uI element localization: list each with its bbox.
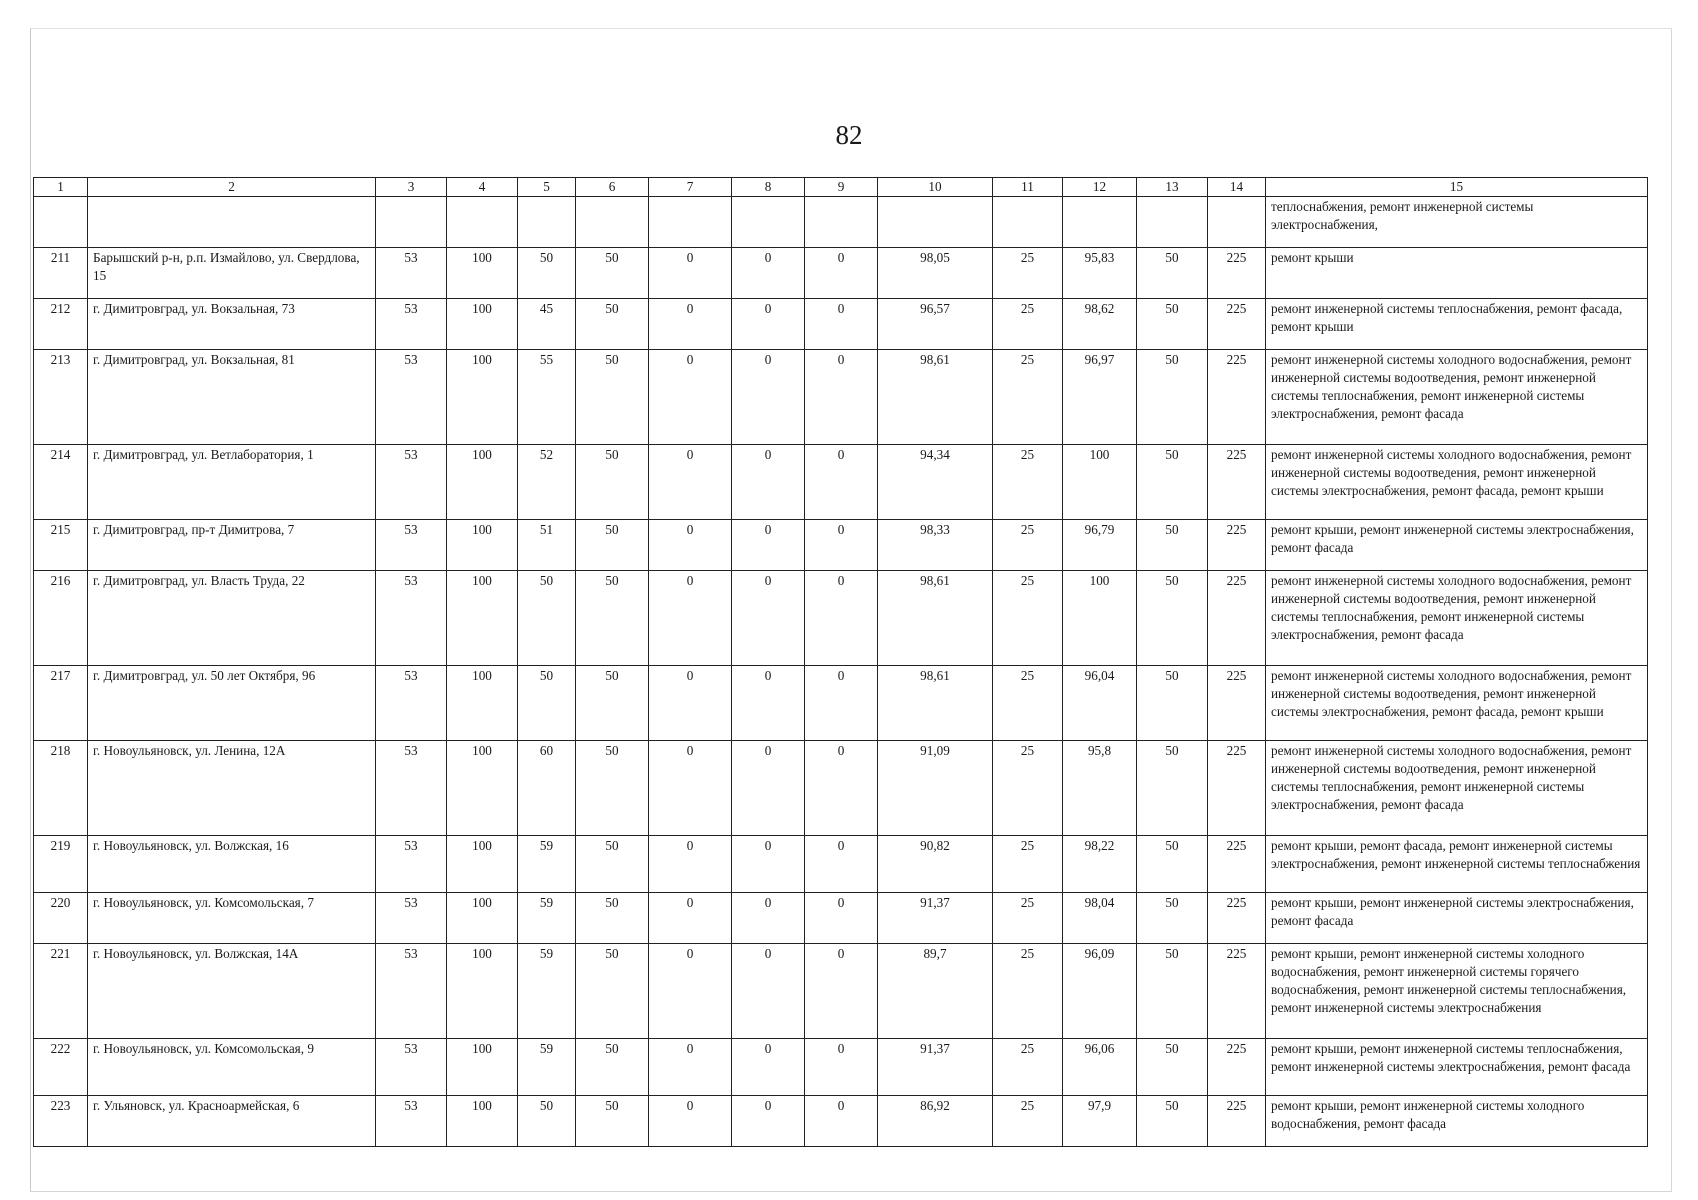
value-cell: 25	[993, 893, 1063, 944]
value-cell: 50	[1137, 836, 1208, 893]
value-cell: 0	[732, 836, 805, 893]
value-cell: 0	[649, 299, 732, 350]
value-cell: 50	[1137, 944, 1208, 1039]
column-header: 1	[34, 178, 88, 197]
value-cell: 100	[447, 741, 518, 836]
value-cell: 53	[376, 299, 447, 350]
value-cell: 50	[1137, 893, 1208, 944]
value-cell: 0	[732, 520, 805, 571]
table-row	[34, 445, 1648, 520]
value-cell: 225	[1208, 299, 1266, 350]
value-cell: 0	[732, 299, 805, 350]
value-cell: 50	[1137, 1039, 1208, 1096]
value-cell: 51	[518, 520, 576, 571]
value-cell: 0	[805, 944, 878, 1039]
works-cell: ремонт крыши, ремонт инженерной системы теплоснабжения, ремонт инженерной системы электроснабжения, ремонт фасада	[1266, 1039, 1648, 1096]
column-header-row	[34, 178, 1648, 197]
continuation-row	[34, 197, 1648, 248]
address-cell: г. Димитровград, пр-т Димитрова, 7	[88, 520, 376, 571]
value-cell: 98,61	[878, 571, 993, 666]
value-cell: 53	[376, 1096, 447, 1147]
value-cell: 25	[993, 666, 1063, 741]
value-cell: 50	[576, 571, 649, 666]
value-cell: 98,04	[1063, 893, 1137, 944]
value-cell: 0	[732, 944, 805, 1039]
value-cell: 225	[1208, 571, 1266, 666]
address-cell: г. Новоульяновск, ул. Волжская, 16	[88, 836, 376, 893]
value-cell: 0	[649, 893, 732, 944]
value-cell: 96,04	[1063, 666, 1137, 741]
value-cell: 95,8	[1063, 741, 1137, 836]
value-cell: 50	[576, 893, 649, 944]
value-cell: 0	[732, 1096, 805, 1147]
works-cell: ремонт инженерной системы холодного водоснабжения, ремонт инженерной системы водоотведения, ремонт инженерной системы теплоснабжения, ремонт инженерной системы электроснабжения, ремонт фасада	[1266, 741, 1648, 836]
value-cell: 0	[805, 350, 878, 445]
value-cell: 0	[805, 893, 878, 944]
value-cell: 53	[376, 893, 447, 944]
value-cell: 45	[518, 299, 576, 350]
column-header: 5	[518, 178, 576, 197]
value-cell: 0	[805, 666, 878, 741]
value-cell: 25	[993, 520, 1063, 571]
column-header: 8	[732, 178, 805, 197]
value-cell: 53	[376, 836, 447, 893]
value-cell: 53	[376, 944, 447, 1039]
value-cell: 53	[376, 350, 447, 445]
address-cell: г. Димитровград, ул. Ветлаборатория, 1	[88, 445, 376, 520]
value-cell: 0	[649, 666, 732, 741]
value-cell: 0	[732, 571, 805, 666]
value-cell: 96,57	[878, 299, 993, 350]
value-cell: 53	[376, 741, 447, 836]
value-cell: 0	[649, 445, 732, 520]
value-cell: 91,09	[878, 741, 993, 836]
value-cell: 0	[805, 299, 878, 350]
value-cell: 100	[447, 666, 518, 741]
table-row	[34, 1039, 1648, 1096]
value-cell: 225	[1208, 944, 1266, 1039]
value-cell: 25	[993, 571, 1063, 666]
value-cell: 96,97	[1063, 350, 1137, 445]
value-cell: 97,9	[1063, 1096, 1137, 1147]
value-cell: 98,05	[878, 248, 993, 299]
value-cell: 0	[805, 520, 878, 571]
value-cell: 0	[649, 1039, 732, 1096]
address-cell: г. Димитровград, ул. 50 лет Октября, 96	[88, 666, 376, 741]
value-cell: 100	[447, 248, 518, 299]
value-cell: 0	[805, 445, 878, 520]
page-number: 82	[835, 120, 863, 150]
value-cell: 25	[993, 248, 1063, 299]
row-number: 223	[34, 1096, 88, 1147]
works-cell: ремонт крыши, ремонт фасада, ремонт инженерной системы электроснабжения, ремонт инженерной системы теплоснабжения	[1266, 836, 1648, 893]
data-table	[33, 177, 1648, 1147]
value-cell: 100	[447, 1096, 518, 1147]
row-number: 213	[34, 350, 88, 445]
value-cell: 91,37	[878, 893, 993, 944]
row-number: 214	[34, 445, 88, 520]
address-cell: г. Димитровград, ул. Вокзальная, 81	[88, 350, 376, 445]
value-cell: 50	[576, 248, 649, 299]
works-cell: теплоснабжения, ремонт инженерной системы электроснабжения,	[1266, 197, 1648, 248]
value-cell: 96,06	[1063, 1039, 1137, 1096]
value-cell: 98,61	[878, 666, 993, 741]
value-cell: 100	[447, 836, 518, 893]
column-header: 14	[1208, 178, 1266, 197]
value-cell: 50	[1137, 666, 1208, 741]
value-cell: 50	[1137, 1096, 1208, 1147]
value-cell: 100	[447, 350, 518, 445]
value-cell: 0	[649, 944, 732, 1039]
row-number: 219	[34, 836, 88, 893]
value-cell: 100	[447, 571, 518, 666]
value-cell: 50	[576, 350, 649, 445]
column-header: 10	[878, 178, 993, 197]
value-cell: 50	[518, 571, 576, 666]
value-cell: 0	[732, 445, 805, 520]
column-header: 7	[649, 178, 732, 197]
table-row	[34, 666, 1648, 741]
value-cell: 50	[1137, 741, 1208, 836]
value-cell: 0	[732, 248, 805, 299]
value-cell: 53	[376, 248, 447, 299]
row-number: 217	[34, 666, 88, 741]
value-cell: 25	[993, 836, 1063, 893]
value-cell: 225	[1208, 350, 1266, 445]
address-cell: Барышский р-н, р.п. Измайлово, ул. Свердлова, 15	[88, 248, 376, 299]
table-row	[34, 350, 1648, 445]
value-cell: 225	[1208, 1039, 1266, 1096]
value-cell: 0	[805, 571, 878, 666]
value-cell: 50	[1137, 571, 1208, 666]
value-cell: 50	[518, 666, 576, 741]
table-row	[34, 944, 1648, 1039]
works-cell: ремонт инженерной системы холодного водоснабжения, ремонт инженерной системы водоотведения, ремонт инженерной системы электроснабжения, ремонт фасада, ремонт крыши	[1266, 666, 1648, 741]
value-cell: 50	[576, 1096, 649, 1147]
column-header: 12	[1063, 178, 1137, 197]
address-cell: г. Ульяновск, ул. Красноармейская, 6	[88, 1096, 376, 1147]
value-cell: 95,83	[1063, 248, 1137, 299]
value-cell: 98,33	[878, 520, 993, 571]
address-cell: г. Димитровград, ул. Вокзальная, 73	[88, 299, 376, 350]
table-row	[34, 1096, 1648, 1147]
value-cell: 59	[518, 836, 576, 893]
value-cell: 100	[1063, 445, 1137, 520]
value-cell: 0	[732, 666, 805, 741]
row-number: 215	[34, 520, 88, 571]
column-header: 2	[88, 178, 376, 197]
value-cell: 50	[518, 1096, 576, 1147]
value-cell: 53	[376, 1039, 447, 1096]
value-cell: 25	[993, 350, 1063, 445]
table-row	[34, 893, 1648, 944]
column-header: 6	[576, 178, 649, 197]
works-cell: ремонт крыши, ремонт инженерной системы электроснабжения, ремонт фасада	[1266, 893, 1648, 944]
value-cell: 86,92	[878, 1096, 993, 1147]
table-row	[34, 741, 1648, 836]
row-number: 218	[34, 741, 88, 836]
value-cell: 25	[993, 1096, 1063, 1147]
value-cell: 0	[649, 571, 732, 666]
value-cell: 225	[1208, 741, 1266, 836]
value-cell: 53	[376, 520, 447, 571]
value-cell: 25	[993, 299, 1063, 350]
column-header: 11	[993, 178, 1063, 197]
value-cell: 96,09	[1063, 944, 1137, 1039]
value-cell: 50	[1137, 248, 1208, 299]
value-cell: 0	[732, 893, 805, 944]
value-cell: 59	[518, 1039, 576, 1096]
address-cell: г. Новоульяновск, ул. Ленина, 12А	[88, 741, 376, 836]
address-cell: г. Новоульяновск, ул. Волжская, 14А	[88, 944, 376, 1039]
value-cell: 0	[649, 1096, 732, 1147]
value-cell: 50	[1137, 350, 1208, 445]
works-cell: ремонт инженерной системы холодного водоснабжения, ремонт инженерной системы водоотведения, ремонт инженерной системы теплоснабжения, ремонт инженерной системы электроснабжения, ремонт фасада	[1266, 350, 1648, 445]
value-cell: 90,82	[878, 836, 993, 893]
value-cell: 100	[1063, 571, 1137, 666]
value-cell: 96,79	[1063, 520, 1137, 571]
column-header: 9	[805, 178, 878, 197]
value-cell: 50	[576, 1039, 649, 1096]
value-cell: 0	[649, 741, 732, 836]
value-cell: 50	[576, 445, 649, 520]
value-cell: 60	[518, 741, 576, 836]
value-cell: 50	[1137, 445, 1208, 520]
value-cell: 0	[732, 741, 805, 836]
value-cell: 50	[576, 741, 649, 836]
address-cell: г. Димитровград, ул. Власть Труда, 22	[88, 571, 376, 666]
row-number: 216	[34, 571, 88, 666]
value-cell: 0	[805, 836, 878, 893]
table-row	[34, 836, 1648, 893]
value-cell: 100	[447, 299, 518, 350]
value-cell: 25	[993, 1039, 1063, 1096]
value-cell: 225	[1208, 248, 1266, 299]
address-cell: г. Новоульяновск, ул. Комсомольская, 9	[88, 1039, 376, 1096]
column-header: 13	[1137, 178, 1208, 197]
works-cell: ремонт инженерной системы холодного водоснабжения, ремонт инженерной системы водоотведения, ремонт инженерной системы электроснабжения, ремонт фасада, ремонт крыши	[1266, 445, 1648, 520]
value-cell: 25	[993, 445, 1063, 520]
value-cell: 50	[518, 248, 576, 299]
value-cell: 225	[1208, 893, 1266, 944]
table-row	[34, 299, 1648, 350]
value-cell: 53	[376, 666, 447, 741]
value-cell: 53	[376, 571, 447, 666]
value-cell: 100	[447, 445, 518, 520]
value-cell: 50	[576, 520, 649, 571]
value-cell: 0	[649, 350, 732, 445]
value-cell: 100	[447, 1039, 518, 1096]
works-cell: ремонт крыши, ремонт инженерной системы электроснабжения, ремонт фасада	[1266, 520, 1648, 571]
value-cell: 0	[805, 1096, 878, 1147]
row-number: 222	[34, 1039, 88, 1096]
value-cell: 89,7	[878, 944, 993, 1039]
column-header: 15	[1266, 178, 1648, 197]
value-cell: 59	[518, 944, 576, 1039]
value-cell: 100	[447, 893, 518, 944]
table-row	[34, 520, 1648, 571]
value-cell: 225	[1208, 836, 1266, 893]
row-number: 221	[34, 944, 88, 1039]
value-cell: 94,34	[878, 445, 993, 520]
works-cell: ремонт инженерной системы холодного водоснабжения, ремонт инженерной системы водоотведения, ремонт инженерной системы теплоснабжения, ремонт инженерной системы электроснабжения, ремонт фасада	[1266, 571, 1648, 666]
value-cell: 0	[805, 741, 878, 836]
value-cell: 50	[1137, 299, 1208, 350]
value-cell: 25	[993, 741, 1063, 836]
row-number: 211	[34, 248, 88, 299]
value-cell: 91,37	[878, 1039, 993, 1096]
value-cell: 225	[1208, 666, 1266, 741]
value-cell: 98,62	[1063, 299, 1137, 350]
value-cell: 98,22	[1063, 836, 1137, 893]
value-cell: 225	[1208, 1096, 1266, 1147]
value-cell: 50	[576, 836, 649, 893]
value-cell: 0	[649, 836, 732, 893]
address-cell: г. Новоульяновск, ул. Комсомольская, 7	[88, 893, 376, 944]
value-cell: 55	[518, 350, 576, 445]
row-number: 220	[34, 893, 88, 944]
value-cell: 0	[732, 1039, 805, 1096]
works-cell: ремонт инженерной системы теплоснабжения, ремонт фасада, ремонт крыши	[1266, 299, 1648, 350]
value-cell: 225	[1208, 445, 1266, 520]
table-row	[34, 571, 1648, 666]
value-cell: 100	[447, 944, 518, 1039]
value-cell: 225	[1208, 520, 1266, 571]
value-cell: 59	[518, 893, 576, 944]
works-cell: ремонт крыши, ремонт инженерной системы холодного водоснабжения, ремонт инженерной системы горячего водоснабжения, ремонт инженерной системы теплоснабжения, ремонт инженерной системы электроснабжения	[1266, 944, 1648, 1039]
value-cell: 50	[1137, 520, 1208, 571]
value-cell: 53	[376, 445, 447, 520]
value-cell: 50	[576, 666, 649, 741]
value-cell: 0	[649, 520, 732, 571]
value-cell: 0	[805, 248, 878, 299]
value-cell: 25	[993, 944, 1063, 1039]
value-cell: 52	[518, 445, 576, 520]
works-cell: ремонт крыши	[1266, 248, 1648, 299]
value-cell: 98,61	[878, 350, 993, 445]
table-row	[34, 248, 1648, 299]
value-cell: 0	[805, 1039, 878, 1096]
column-header: 4	[447, 178, 518, 197]
column-header: 3	[376, 178, 447, 197]
works-cell: ремонт крыши, ремонт инженерной системы холодного водоснабжения, ремонт фасада	[1266, 1096, 1648, 1147]
value-cell: 50	[576, 299, 649, 350]
value-cell: 0	[732, 350, 805, 445]
value-cell: 0	[649, 248, 732, 299]
value-cell: 50	[576, 944, 649, 1039]
value-cell: 100	[447, 520, 518, 571]
row-number: 212	[34, 299, 88, 350]
